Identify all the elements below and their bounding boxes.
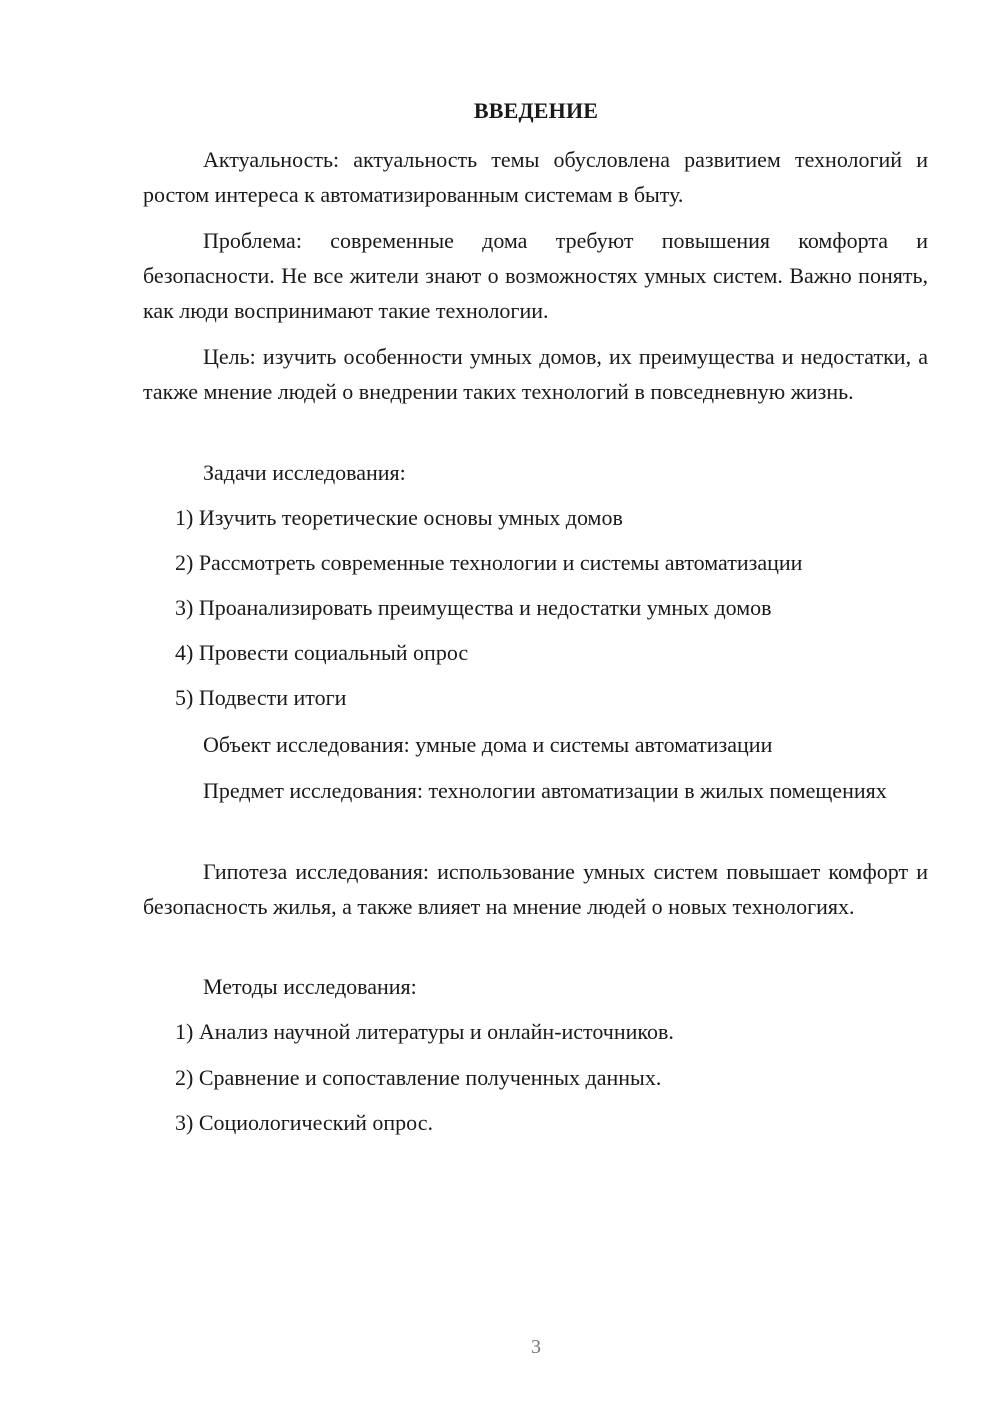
task-item-2: 2) Рассмотреть современные технологии и системы автоматизации bbox=[175, 550, 803, 575]
task-item-4: 4) Провести социальный опрос bbox=[175, 640, 469, 665]
relevance-paragraph: Актуальность: актуальность темы обусловлена развитием технологий и ростом интереса к автоматизированным системам в быту. bbox=[143, 147, 928, 207]
method-item-2: 2) Сравнение и сопоставление полученных данных. bbox=[175, 1065, 662, 1090]
method-item-3: 3) Социологический опрос. bbox=[175, 1110, 433, 1135]
method-item-1: 1) Анализ научной литературы и онлайн-источников. bbox=[175, 1019, 674, 1044]
hypothesis-paragraph: Гипотеза исследования: использование умных систем повышает комфорт и безопасность жилья, а также влияет на мнение людей о новых технологиях. bbox=[143, 859, 928, 919]
problem-paragraph: Проблема: современные дома требуют повышения комфорта и безопасности. Не все жители знают о возможностях умных систем. Важно понять, как люди воспринимают такие технологии. bbox=[143, 228, 928, 323]
task-item-5: 5) Подвести итоги bbox=[175, 685, 347, 710]
methods-heading: Методы исследования: bbox=[203, 974, 417, 999]
title-container bbox=[0, 96, 1000, 126]
tasks-heading: Задачи исследования: bbox=[203, 460, 406, 485]
task-item-3: 3) Проанализировать преимущества и недостатки умных домов bbox=[175, 595, 772, 620]
object-paragraph: Объект исследования: умные дома и системы автоматизации bbox=[203, 732, 773, 757]
page-number: 3 bbox=[531, 1336, 541, 1358]
subject-paragraph: Предмет исследования: технологии автоматизации в жилых помещениях bbox=[203, 778, 887, 803]
task-item-1: 1) Изучить теоретические основы умных домов bbox=[175, 505, 623, 530]
section-title: ВВЕДЕНИЕ bbox=[473, 98, 599, 123]
goal-paragraph: Цель: изучить особенности умных домов, их преимущества и недостатки, а также мнение людей о внедрении таких технологий в повседневную жизнь. bbox=[143, 344, 928, 404]
